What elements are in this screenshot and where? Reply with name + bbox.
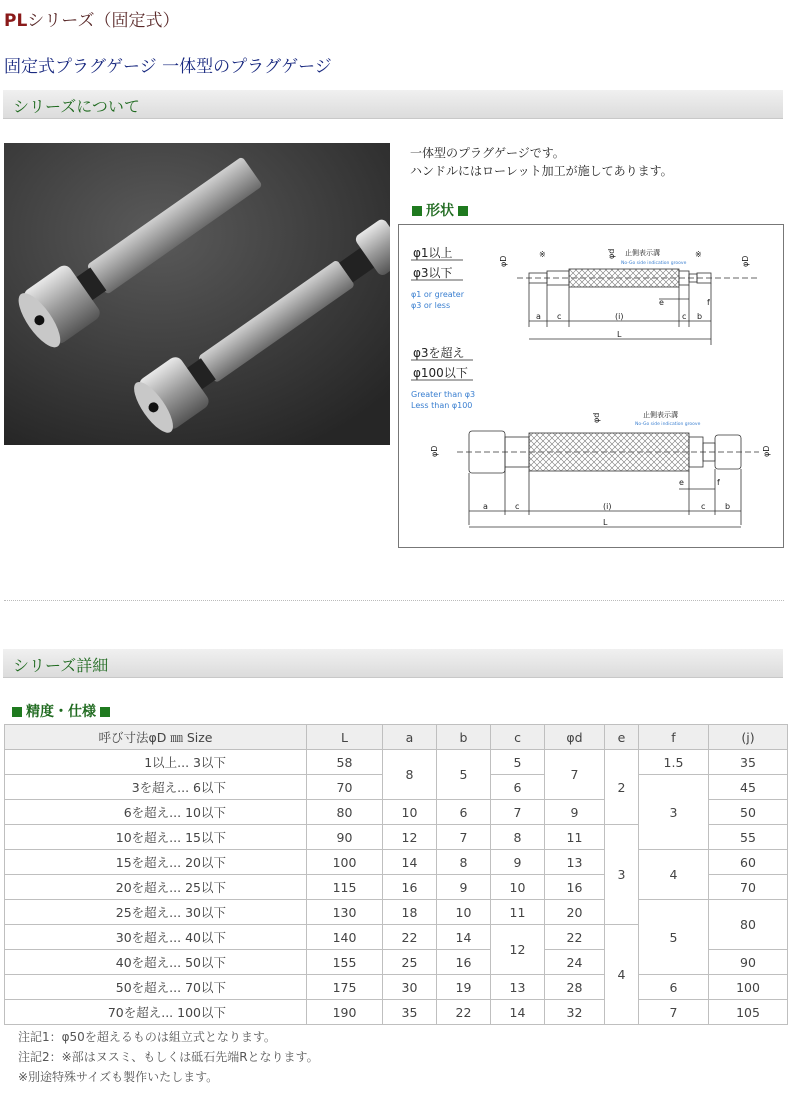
table-cell: 175 (307, 975, 383, 1000)
table-cell: 70 (709, 875, 788, 900)
upper-size-label-2: φ3以下 (413, 266, 453, 280)
column-header: b (437, 725, 491, 750)
table-cell: 4 (639, 850, 709, 900)
svg-text:φD: φD (762, 445, 771, 457)
section-title-details: シリーズ詳細 (13, 656, 109, 675)
table-cell: 13 (545, 850, 605, 875)
table-cell: 9 (437, 875, 491, 900)
table-cell: 6 (437, 800, 491, 825)
table-cell: 7 (491, 800, 545, 825)
column-header: φd (545, 725, 605, 750)
svg-text:e: e (659, 298, 664, 307)
svg-text:c: c (701, 502, 706, 511)
table-cell: 6 (639, 975, 709, 1000)
table-cell: 45 (709, 775, 788, 800)
shape-heading: 形状 (408, 200, 472, 220)
column-header: f (639, 725, 709, 750)
table-cell: 12 (383, 825, 437, 850)
table-cell: 70を超え... 100以下 (5, 1000, 307, 1025)
description-line: 一体型のプラグゲージです。 (410, 146, 565, 160)
table-cell: 100 (709, 975, 788, 1000)
table-cell: 55 (709, 825, 788, 850)
table-cell: 7 (639, 1000, 709, 1025)
notes (18, 1027, 319, 1087)
upper-en-label-2: φ3 or less (411, 301, 451, 310)
table-cell: 14 (383, 850, 437, 875)
svg-text:φd: φd (607, 248, 616, 259)
svg-text:止側表示溝: 止側表示溝 (643, 411, 678, 419)
table-cell: 58 (307, 750, 383, 775)
table-cell: 20を超え... 25以下 (5, 875, 307, 900)
square-bullet-icon (12, 707, 22, 717)
table-cell: 3 (605, 825, 639, 925)
table-cell: 25を超え... 30以下 (5, 900, 307, 925)
column-header: a (383, 725, 437, 750)
svg-text:φD: φD (741, 255, 750, 267)
table-row (5, 900, 788, 925)
column-header: e (605, 725, 639, 750)
table-cell: 7 (545, 750, 605, 800)
table-cell: 40を超え... 50以下 (5, 950, 307, 975)
table-cell: 6 (491, 775, 545, 800)
upper-en-label-1: φ1 or greater (411, 290, 464, 299)
svg-text:φD: φD (499, 255, 508, 267)
svg-text:c: c (682, 312, 687, 321)
gauge-diagram (398, 224, 784, 548)
table-cell: 3を超え... 6以下 (5, 775, 307, 800)
svg-text:※: ※ (695, 250, 702, 259)
table-cell: 2 (605, 750, 639, 825)
table-cell: 20 (545, 900, 605, 925)
table-cell: 8 (383, 750, 437, 800)
table-cell: 90 (709, 950, 788, 975)
svg-text:b: b (697, 312, 703, 321)
table-cell: 5 (639, 900, 709, 975)
table-cell: 9 (491, 850, 545, 875)
table-cell: 11 (491, 900, 545, 925)
table-cell: 24 (545, 950, 605, 975)
table-cell: 10 (491, 875, 545, 900)
upper-size-label-1: φ1以上 (413, 246, 453, 260)
lower-size-label-1: φ3を超え (413, 346, 465, 360)
table-cell: 105 (709, 1000, 788, 1025)
note-line: ※別途特殊サイズも製作いたします。 (18, 1070, 219, 1084)
lower-size-label-2: φ100以下 (413, 366, 468, 380)
column-header: c (491, 725, 545, 750)
table-cell: 6を超え... 10以下 (5, 800, 307, 825)
description-line: ハンドルにはローレット加工が施してあります。 (410, 164, 673, 178)
svg-text:※: ※ (539, 250, 546, 259)
svg-text:c: c (557, 312, 562, 321)
table-cell: 22 (383, 925, 437, 950)
section-bar-about (3, 90, 783, 119)
table-cell: 100 (307, 850, 383, 875)
divider (4, 600, 784, 601)
lower-en-label-1: Greater than φ3 (411, 390, 476, 399)
table-cell: 18 (383, 900, 437, 925)
table-cell: 10 (437, 900, 491, 925)
table-cell: 10を超え... 15以下 (5, 825, 307, 850)
square-bullet-icon (412, 206, 422, 216)
page-subtitle: 固定式プラグゲージ 一体型のプラグゲージ (4, 57, 332, 77)
table-cell: 35 (383, 1000, 437, 1025)
table-cell: 25 (383, 950, 437, 975)
table-cell: 50を超え... 70以下 (5, 975, 307, 1000)
table-cell: 14 (491, 1000, 545, 1025)
svg-text:b: b (725, 502, 731, 511)
section-bar-details (3, 649, 783, 678)
table-cell: 8 (491, 825, 545, 850)
table-header-row (5, 725, 788, 750)
table-cell: 1以上... 3以下 (5, 750, 307, 775)
table-cell: 16 (545, 875, 605, 900)
table-cell: 3 (639, 775, 709, 850)
table-cell: 8 (437, 850, 491, 875)
table-cell: 12 (491, 925, 545, 975)
table-cell: 1.5 (639, 750, 709, 775)
table-cell: 35 (709, 750, 788, 775)
svg-text:止側表示溝: 止側表示溝 (625, 249, 660, 257)
svg-text:e: e (679, 478, 684, 487)
note-line: 注記2：※部はヌスミ、もしくは砥石先端Rとなります。 (18, 1050, 319, 1064)
svg-text:L: L (603, 518, 608, 527)
table-cell: 16 (383, 875, 437, 900)
table-cell: 14 (437, 925, 491, 950)
table-cell: 80 (709, 900, 788, 950)
square-bullet-icon (100, 707, 110, 717)
svg-text:L: L (617, 330, 622, 339)
table-cell: 32 (545, 1000, 605, 1025)
svg-text:a: a (536, 312, 541, 321)
table-cell: 11 (545, 825, 605, 850)
table-cell: 28 (545, 975, 605, 1000)
svg-text:a: a (483, 502, 488, 511)
table-cell: 190 (307, 1000, 383, 1025)
svg-text:No-Go side indication groove: No-Go side indication groove (635, 422, 701, 427)
product-photo (4, 143, 390, 445)
table-cell: 10 (383, 800, 437, 825)
table-cell: 50 (709, 800, 788, 825)
table-row (5, 850, 788, 875)
column-header: 呼び寸法φD ㎜ Size (5, 725, 307, 750)
table-cell: 155 (307, 950, 383, 975)
svg-text:(i): (i) (615, 312, 624, 321)
svg-text:c: c (515, 502, 520, 511)
spec-heading: 精度・仕様 (8, 701, 114, 721)
table-row (5, 750, 788, 775)
table-row (5, 975, 788, 1000)
table-cell: 140 (307, 925, 383, 950)
table-cell: 4 (605, 925, 639, 1025)
svg-text:φd: φd (592, 412, 601, 423)
table-cell: 19 (437, 975, 491, 1000)
table-cell: 60 (709, 850, 788, 875)
table-cell: 9 (545, 800, 605, 825)
table-cell: 22 (437, 1000, 491, 1025)
table-cell: 130 (307, 900, 383, 925)
table-cell: 15を超え... 20以下 (5, 850, 307, 875)
product-description (410, 144, 673, 180)
svg-text:f: f (717, 478, 720, 487)
table-cell: 5 (491, 750, 545, 775)
table-cell: 30を超え... 40以下 (5, 925, 307, 950)
table-row (5, 1000, 788, 1025)
table-cell: 22 (545, 925, 605, 950)
section-title-about: シリーズについて (13, 97, 140, 116)
svg-text:φD: φD (430, 445, 439, 457)
svg-text:f: f (707, 298, 710, 307)
table-cell: 70 (307, 775, 383, 800)
page-title: PLシリーズ（固定式） (4, 11, 180, 31)
column-header: L (307, 725, 383, 750)
square-bullet-icon (458, 206, 468, 216)
table-cell: 5 (437, 750, 491, 800)
table-cell: 30 (383, 975, 437, 1000)
lower-en-label-2: Less than φ100 (411, 401, 473, 410)
column-header: (j) (709, 725, 788, 750)
table-cell: 7 (437, 825, 491, 850)
table-cell: 16 (437, 950, 491, 975)
spec-table (4, 724, 788, 1025)
table-cell: 80 (307, 800, 383, 825)
table-cell: 90 (307, 825, 383, 850)
table-cell: 13 (491, 975, 545, 1000)
svg-text:No-Go side indication groove: No-Go side indication groove (621, 261, 687, 266)
note-line: 注記1：φ50を超えるものは組立式となります。 (18, 1030, 276, 1044)
svg-text:(i): (i) (603, 502, 612, 511)
table-cell: 115 (307, 875, 383, 900)
